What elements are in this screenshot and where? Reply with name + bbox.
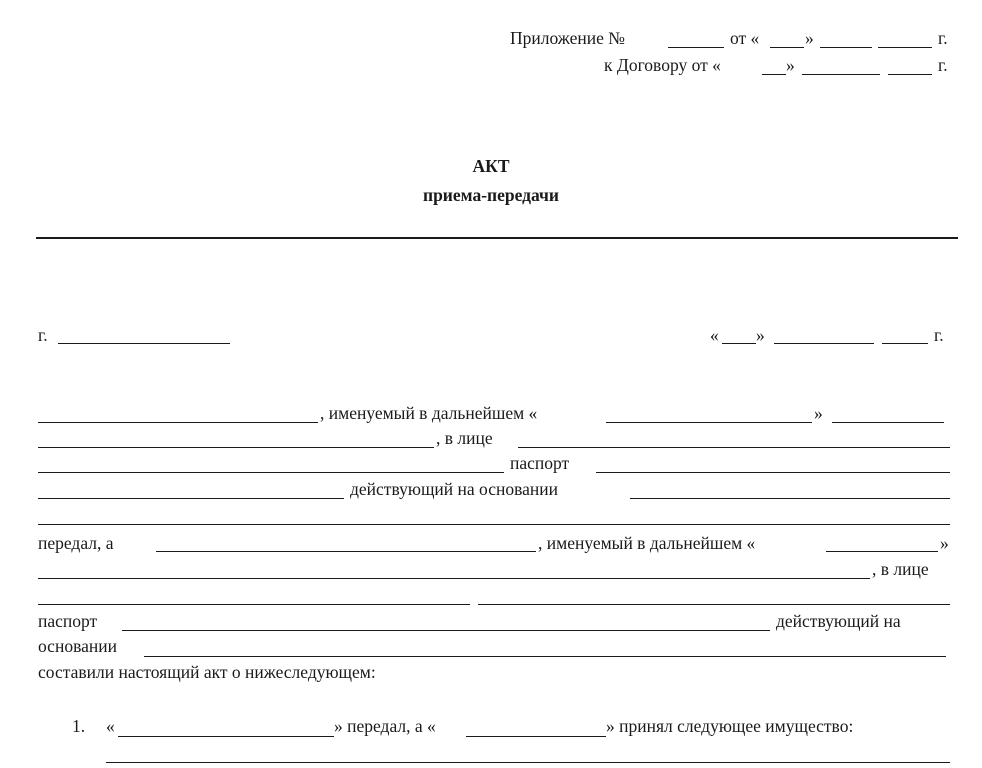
contract-month-blank[interactable] [802, 74, 880, 75]
party1-name-cont-blank[interactable] [38, 447, 434, 448]
contract-year-blank[interactable] [888, 74, 932, 75]
item-number: 1. [72, 716, 86, 736]
party1-rep-blank[interactable] [518, 447, 950, 448]
party1-extra-blank[interactable] [832, 422, 944, 423]
item-property-blank[interactable] [106, 762, 950, 763]
date-year-blank[interactable] [882, 343, 928, 344]
party1-quote-close: » [814, 403, 823, 423]
party2-rep-blank[interactable] [38, 604, 470, 605]
party1-name-blank[interactable] [38, 422, 318, 423]
appendix-prefix: Приложение № [510, 28, 625, 48]
party1-named-label: , именуемый в дальнейшем « [320, 403, 538, 423]
party1-alias-blank[interactable] [606, 422, 812, 423]
date-g: г. [934, 325, 944, 345]
party1-passport-label: паспорт [510, 453, 570, 473]
item-receiver-blank[interactable] [466, 736, 606, 737]
appendix-year-blank[interactable] [878, 47, 932, 48]
item-transferred-label: » передал, а « [334, 716, 436, 736]
contract-g: г. [938, 55, 948, 75]
party2-basis-label: основании [38, 636, 117, 656]
transferred-label: передал, а [38, 533, 114, 553]
contract-day-blank[interactable] [762, 74, 786, 75]
item-open-quote: « [106, 716, 115, 736]
party2-quote-close: » [940, 533, 949, 553]
party1-rep-cont-blank[interactable] [38, 472, 504, 473]
appendix-g: г. [938, 28, 948, 48]
party2-alias-blank[interactable] [826, 551, 938, 552]
document-subtitle: приема-передачи [422, 185, 560, 205]
date-month-blank[interactable] [774, 343, 874, 344]
appendix-close-quote: » [805, 28, 814, 48]
party2-passport-blank[interactable] [122, 630, 770, 631]
appendix-line [510, 28, 625, 49]
date-open-quote: « [710, 325, 719, 345]
party2-passport-label: паспорт [38, 611, 98, 631]
document-title: АКТ [472, 156, 510, 176]
item-giver-blank[interactable] [118, 736, 334, 737]
city-blank[interactable] [58, 343, 230, 344]
party2-acting-label: действующий на [776, 611, 901, 631]
party2-name-blank[interactable] [156, 551, 536, 552]
title-divider [36, 237, 958, 239]
party1-basis-cont-blank[interactable] [38, 524, 950, 525]
appendix-ot: от « [730, 28, 760, 48]
date-close-quote: » [756, 325, 765, 345]
party2-named-label: , именуемый в дальнейшем « [538, 533, 756, 553]
party1-basis-blank[interactable] [630, 498, 950, 499]
appendix-day-blank[interactable] [770, 47, 804, 48]
contract-close-quote: » [786, 55, 795, 75]
party1-passport-cont-blank[interactable] [38, 498, 344, 499]
appendix-month-blank[interactable] [820, 47, 872, 48]
party2-basis-blank[interactable] [144, 656, 946, 657]
party1-passport-blank[interactable] [596, 472, 950, 473]
date-day-blank[interactable] [722, 343, 756, 344]
contract-prefix: к Договору от « [604, 55, 721, 75]
appendix-number-blank[interactable] [668, 47, 724, 48]
party1-acting-label: действующий на основании [350, 479, 558, 499]
party1-in-person-label: , в лице [436, 428, 493, 448]
item-accepted-label: » принял следующее имущество: [606, 716, 854, 736]
compiled-statement: составили настоящий акт о нижеследующем: [38, 662, 376, 682]
party2-name-cont-blank[interactable] [38, 578, 870, 579]
party2-rep-cont-blank[interactable] [478, 604, 950, 605]
party2-in-person-label: , в лице [872, 559, 929, 579]
city-prefix: г. [38, 325, 48, 345]
